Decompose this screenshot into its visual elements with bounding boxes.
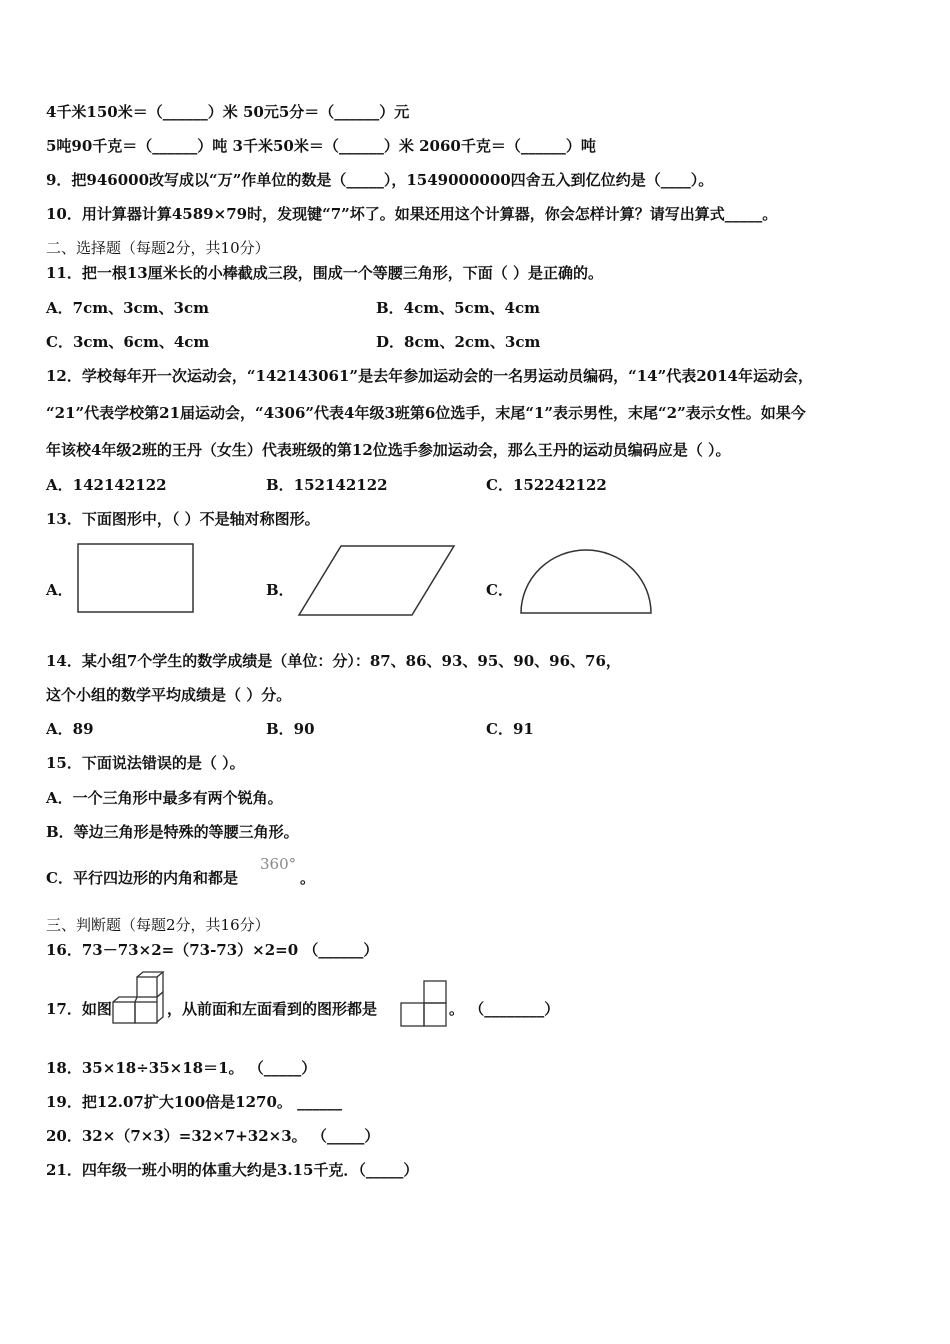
view-shape-figure [398, 978, 450, 1030]
question-10: 10．用计算器计算4589×79时，发现键“7”坏了。如果还用这个计算器，你会怎样计算？请写出算式_____。 [46, 205, 778, 223]
parallelogram-figure [296, 544, 458, 618]
q11-option-a: A．7cm、3cm、3cm [46, 299, 209, 317]
degree-value: 360° [260, 855, 297, 873]
question-12-line-3: 年该校4年级2班的王丹（女生）代表班级的第12位选手参加运动会，那么王丹的运动员编码应是（ ）。 [46, 441, 731, 459]
question-20: 20．32×（7×3）=32×7+32×3。 （_____） [46, 1127, 380, 1145]
rectangle-figure [76, 542, 196, 614]
question-17-prefix: 17．如图 [46, 1000, 112, 1018]
cube-stack-figure [109, 970, 167, 1030]
q11-option-c: C．3cm、6cm、4cm [46, 333, 210, 351]
question-19: 19．把12.07扩大100倍是1270。 ______ [46, 1093, 343, 1111]
question-15: 15．下面说法错误的是（ ）。 [46, 754, 245, 772]
q15-option-b: B．等边三角形是特殊的等腰三角形。 [46, 823, 299, 841]
question-11: 11．把一根13厘米长的小棒截成三段，围成一个等腰三角形，下面（ ）是正确的。 [46, 264, 603, 282]
question-14-line-2: 这个小组的数学平均成绩是（ ）分。 [46, 686, 292, 704]
q12-option-b: B．152142122 [266, 476, 388, 494]
q15-option-a: A．一个三角形中最多有两个锐角。 [46, 789, 283, 807]
question-13: 13．下面图形中，（ ）不是轴对称图形。 [46, 510, 320, 528]
q11-option-d: D．8cm、2cm、3cm [376, 333, 541, 351]
q14-option-a: A．89 [46, 720, 94, 738]
question-17-suffix: 。 （________） [449, 1000, 560, 1018]
q11-option-b: B．4cm、5cm、4cm [376, 299, 541, 317]
question-14-line-1: 14．某小组7个学生的数学成绩是（单位：分）：87、86、93、95、90、96、76， [46, 652, 621, 670]
q13-option-a: A． [46, 581, 73, 599]
section-2-heading: 二、选择题（每题2分，共10分） [46, 239, 270, 257]
q13-option-c: C． [486, 581, 513, 599]
q14-option-c: C．91 [486, 720, 534, 738]
question-21: 21．四年级一班小明的体重大约是3.15千克．（_____） [46, 1161, 419, 1179]
question-12-line-1: 12．学校每年开一次运动会，“142143061”是去年参加运动会的一名男运动员编码，“14”代表2014年运动会， [46, 367, 813, 385]
q13-option-b: B． [266, 581, 294, 599]
question-9: 9．把946000改写成以“万”作单位的数是（_____），1549000000四舍五入到亿位约是（____）。 [46, 171, 714, 189]
semicircle-figure [518, 547, 654, 617]
q14-option-b: B．90 [266, 720, 315, 738]
q15-option-c-end: 。 [300, 869, 316, 887]
question-18: 18．35×18÷35×18＝1。 （_____） [46, 1059, 317, 1077]
q12-option-a: A．142142122 [46, 476, 167, 494]
q15-option-c: C．平行四边形的内角和都是 [46, 869, 238, 887]
question-16: 16．73－73×2=（73-73）×2=0 （______） [46, 941, 379, 959]
section-3-heading: 三、判断题（每题2分，共16分） [46, 916, 270, 934]
fill-blank-line-1: 4千米150米＝（______）米 50元5分＝（______）元 [46, 103, 410, 121]
q12-option-c: C．152242122 [486, 476, 607, 494]
fill-blank-line-2: 5吨90千克＝（______）吨 3千米50米＝（______）米 2060千克＝（______）吨 [46, 137, 596, 155]
question-17-middle: ，从前面和左面看到的图形都是 [167, 1000, 378, 1018]
question-12-line-2: “21”代表学校第21届运动会，“4306”代表4年级3班第6位选手，末尾“1”表示男性，末尾“2”表示女性。如果今 [46, 404, 806, 422]
